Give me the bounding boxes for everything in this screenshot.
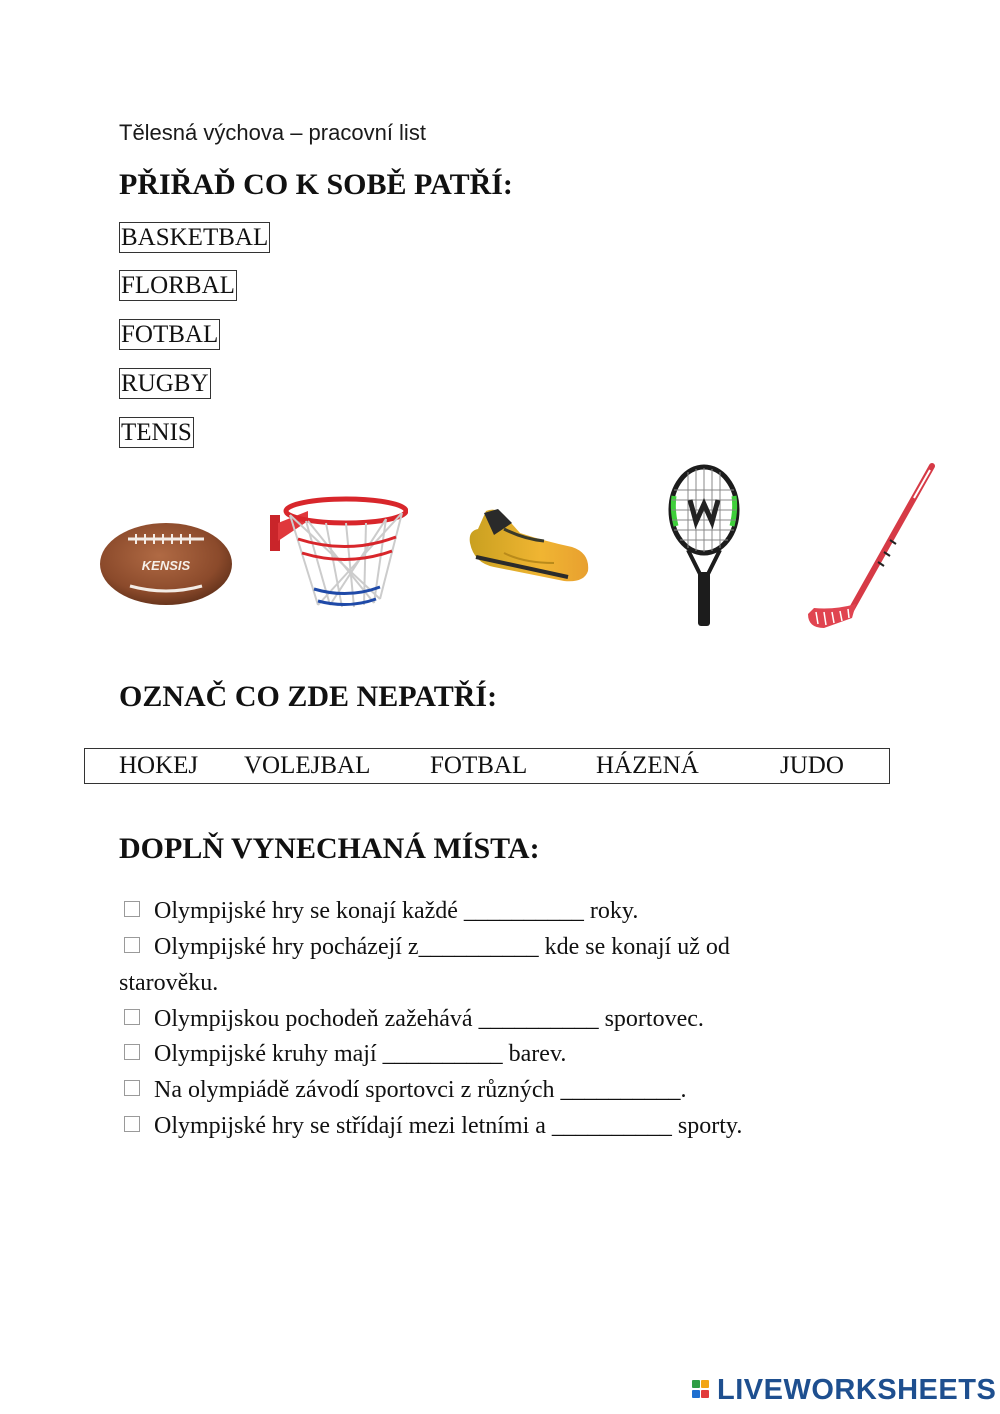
checkbox-icon: [124, 1116, 140, 1132]
fill-in-section-title: DOPLŇ VYNECHANÁ MÍSTA:: [119, 832, 540, 865]
sport-box-fotbal[interactable]: FOTBAL: [121, 321, 219, 348]
fill-sentence-3-text[interactable]: Olympijskou pochodeň zažehává __________ sportovec.: [154, 1006, 704, 1032]
checkbox-icon: [124, 1044, 140, 1060]
fill-sentence-2-continuation-text: starověku.: [119, 970, 219, 996]
sport-box-florbal[interactable]: FLORBAL: [121, 272, 235, 299]
basketball-hoop-image[interactable]: [268, 493, 408, 611]
checkbox-icon: [124, 1009, 140, 1025]
fill-sentence-2-continuation: [119, 970, 218, 997]
fill-sentence-6-text[interactable]: Olympijské hry se střídají mezi letními a __________ sporty.: [154, 1113, 743, 1139]
liveworksheets-logo[interactable]: [692, 1374, 996, 1406]
odd-word-hokej[interactable]: HOKEJ: [119, 752, 199, 779]
odd-word-fotbal[interactable]: FOTBAL: [430, 752, 528, 779]
worksheet-subtitle: Tělesná výchova – pracovní list: [119, 120, 426, 145]
match-section-title: PŘIŘAĎ CO K SOBĚ PATŘÍ:: [119, 168, 513, 201]
ball-brand-label: KENSIS: [141, 558, 191, 573]
tennis-racket-image[interactable]: [666, 464, 742, 628]
sport-box-rugby[interactable]: RUGBY: [121, 370, 209, 397]
sport-box-basketbal[interactable]: BASKETBAL: [121, 224, 269, 251]
odd-one-out-section-title: OZNAČ CO ZDE NEPATŘÍ:: [119, 680, 498, 713]
checkbox-icon: [124, 901, 140, 917]
odd-word-hazena[interactable]: HÁZENÁ: [596, 752, 699, 779]
odd-word-volejbal[interactable]: VOLEJBAL: [244, 752, 371, 779]
rugby-ball-image[interactable]: [98, 520, 234, 606]
fill-sentence-2: [119, 934, 730, 961]
fill-sentence-1-text[interactable]: Olympijské hry se konají každé __________ roky.: [154, 898, 639, 924]
fill-sentence-5-text[interactable]: Na olympiádě závodí sportovci z různých __________.: [154, 1077, 687, 1103]
floorball-stick-image[interactable]: [804, 462, 940, 634]
fill-sentence-3: [119, 1006, 704, 1033]
odd-word-judo[interactable]: JUDO: [780, 752, 844, 779]
fill-sentence-4: [119, 1041, 566, 1068]
football-boot-image[interactable]: [464, 505, 592, 587]
liveworksheets-logo-text: LIVEWORKSHEETS: [717, 1373, 997, 1406]
fill-sentence-4-text[interactable]: Olympijské kruhy mají __________ barev.: [154, 1041, 567, 1067]
checkbox-icon: [124, 937, 140, 953]
fill-sentence-2-text[interactable]: Olympijské hry pocházejí z__________ kde se konají už od: [154, 934, 730, 960]
fill-sentence-5: [119, 1077, 687, 1104]
fill-sentence-1: [119, 898, 638, 925]
checkbox-icon: [124, 1080, 140, 1096]
liveworksheets-logo-icon: [692, 1378, 714, 1402]
fill-sentence-6: [119, 1113, 742, 1140]
sport-box-tenis[interactable]: TENIS: [121, 419, 192, 446]
